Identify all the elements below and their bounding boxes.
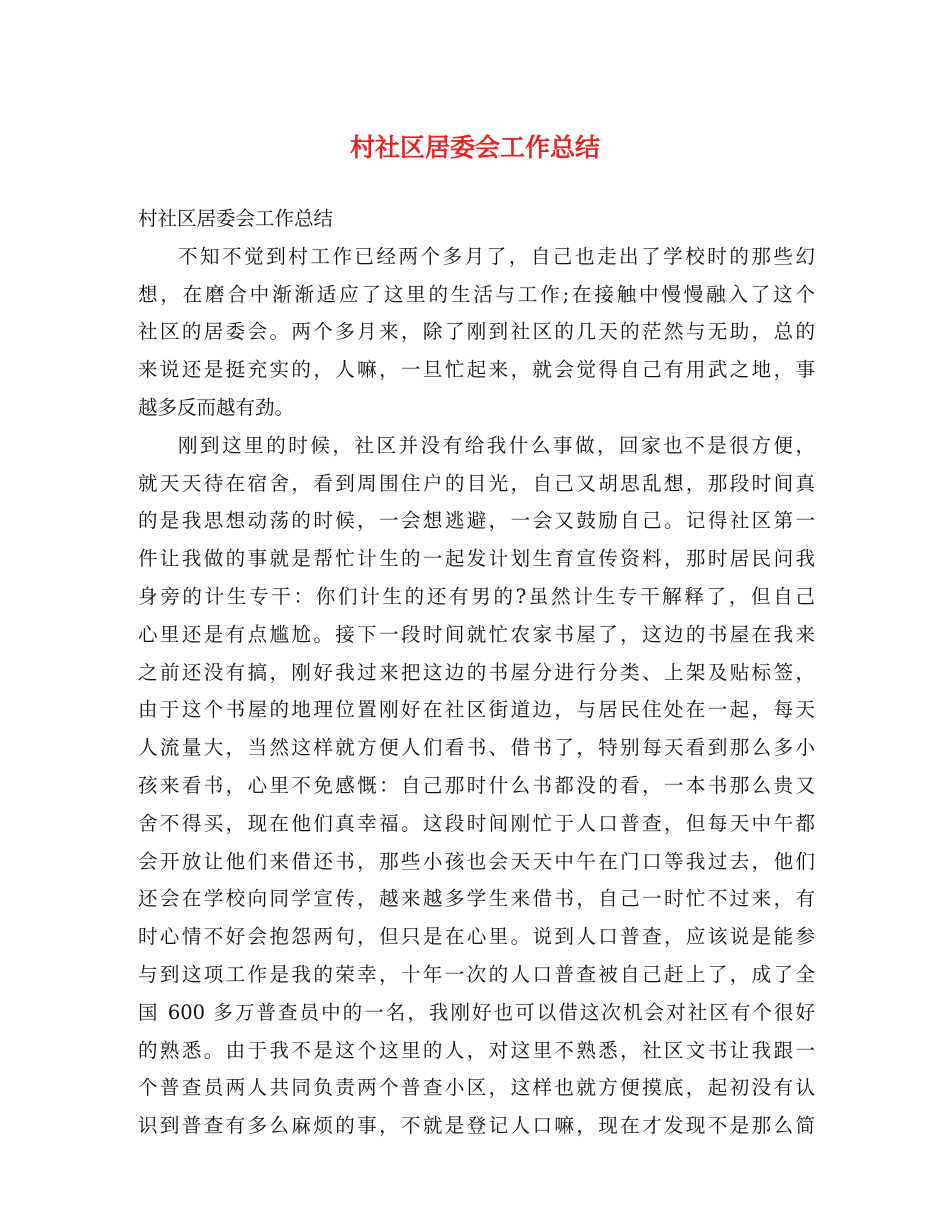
text-line: 会开放让他们来借还书，那些小孩也会天天中午在门口等我过去，他们 [138,849,815,873]
text-line: 刚到这里的时候，社区并没有给我什么事做，回家也不是很方便， [178,433,815,457]
text-line: 时心情不好会抱怨两句，但只是在心里。说到人口普查，应该说是能参 [138,925,815,949]
text-line: 社区的居委会。两个多月来，除了刚到社区的几天的茫然与无助，总的 [138,320,815,344]
text-line: 人流量大，当然这样就方便人们看书、借书了，特别每天看到那么多小 [138,736,815,760]
paragraph-2 [138,427,815,1145]
document-title: 村社区居委会工作总结 [349,133,600,162]
text-line: 的熟悉。由于我不是这个这里的人，对这里不熟悉，社区文书让我跟一 [138,1038,815,1062]
text-line: 还会在学校向同学宣传，越来越多学生来借书，自己一时忙不过来，有 [138,887,815,911]
document-body [138,200,815,1145]
text-line: 舍不得买，现在他们真幸福。这段时间刚忙于人口普查，但每天中午都 [138,811,815,835]
paragraph-1 [138,238,815,427]
text-line: 孩来看书，心里不免感慨：自己那时什么书都没的看，一本书那么贵又 [138,773,815,797]
text-line: 想，在磨合中渐渐适应了这里的生活与工作;在接触中慢慢融入了这个 [138,282,815,306]
text-line: 由于这个书屋的地理位置刚好在社区街道边，与居民住处在一起，每天 [138,698,815,722]
text-line: 个普查员两人共同负责两个普查小区，这样也就方便摸底，起初没有认 [138,1076,815,1100]
text-line: 心里还是有点尴尬。接下一段时间就忙农家书屋了，这边的书屋在我来 [138,622,815,646]
document-subtitle: 村社区居委会工作总结 [138,207,334,230]
text-line: 识到普查有多么麻烦的事，不就是登记人口嘛，现在才发现不是那么简 [138,1114,815,1138]
text-line: 件让我做的事就是帮忙计生的一起发计划生育宣传资料，那时居民问我 [138,547,815,571]
text-line: 身旁的计生专干：你们计生的还有男的?虽然计生专干解释了，但自己 [138,584,815,608]
text-line: 国 600 多万普查员中的一名，我刚好也可以借这次机会对社区有个很好 [138,1000,815,1024]
text-line: 越多反而越有劲。 [138,395,295,419]
text-line: 来说还是挺充实的，人嘛，一旦忙起来，就会觉得自己有用武之地，事 [138,358,815,382]
text-line: 不知不觉到村工作已经两个多月了，自己也走出了学校时的那些幻 [178,244,815,268]
text-line: 与到这项工作是我的荣幸，十年一次的人口普查被自己赶上了，成了全 [138,962,815,986]
text-line: 之前还没有搞，刚好我过来把这边的书屋分进行分类、上架及贴标签， [138,660,815,684]
text-line: 就天天待在宿舍，看到周围住户的目光，自己又胡思乱想，那段时间真 [138,471,815,495]
text-line: 的是我思想动荡的时候，一会想逃避，一会又鼓励自己。记得社区第一 [138,509,815,533]
